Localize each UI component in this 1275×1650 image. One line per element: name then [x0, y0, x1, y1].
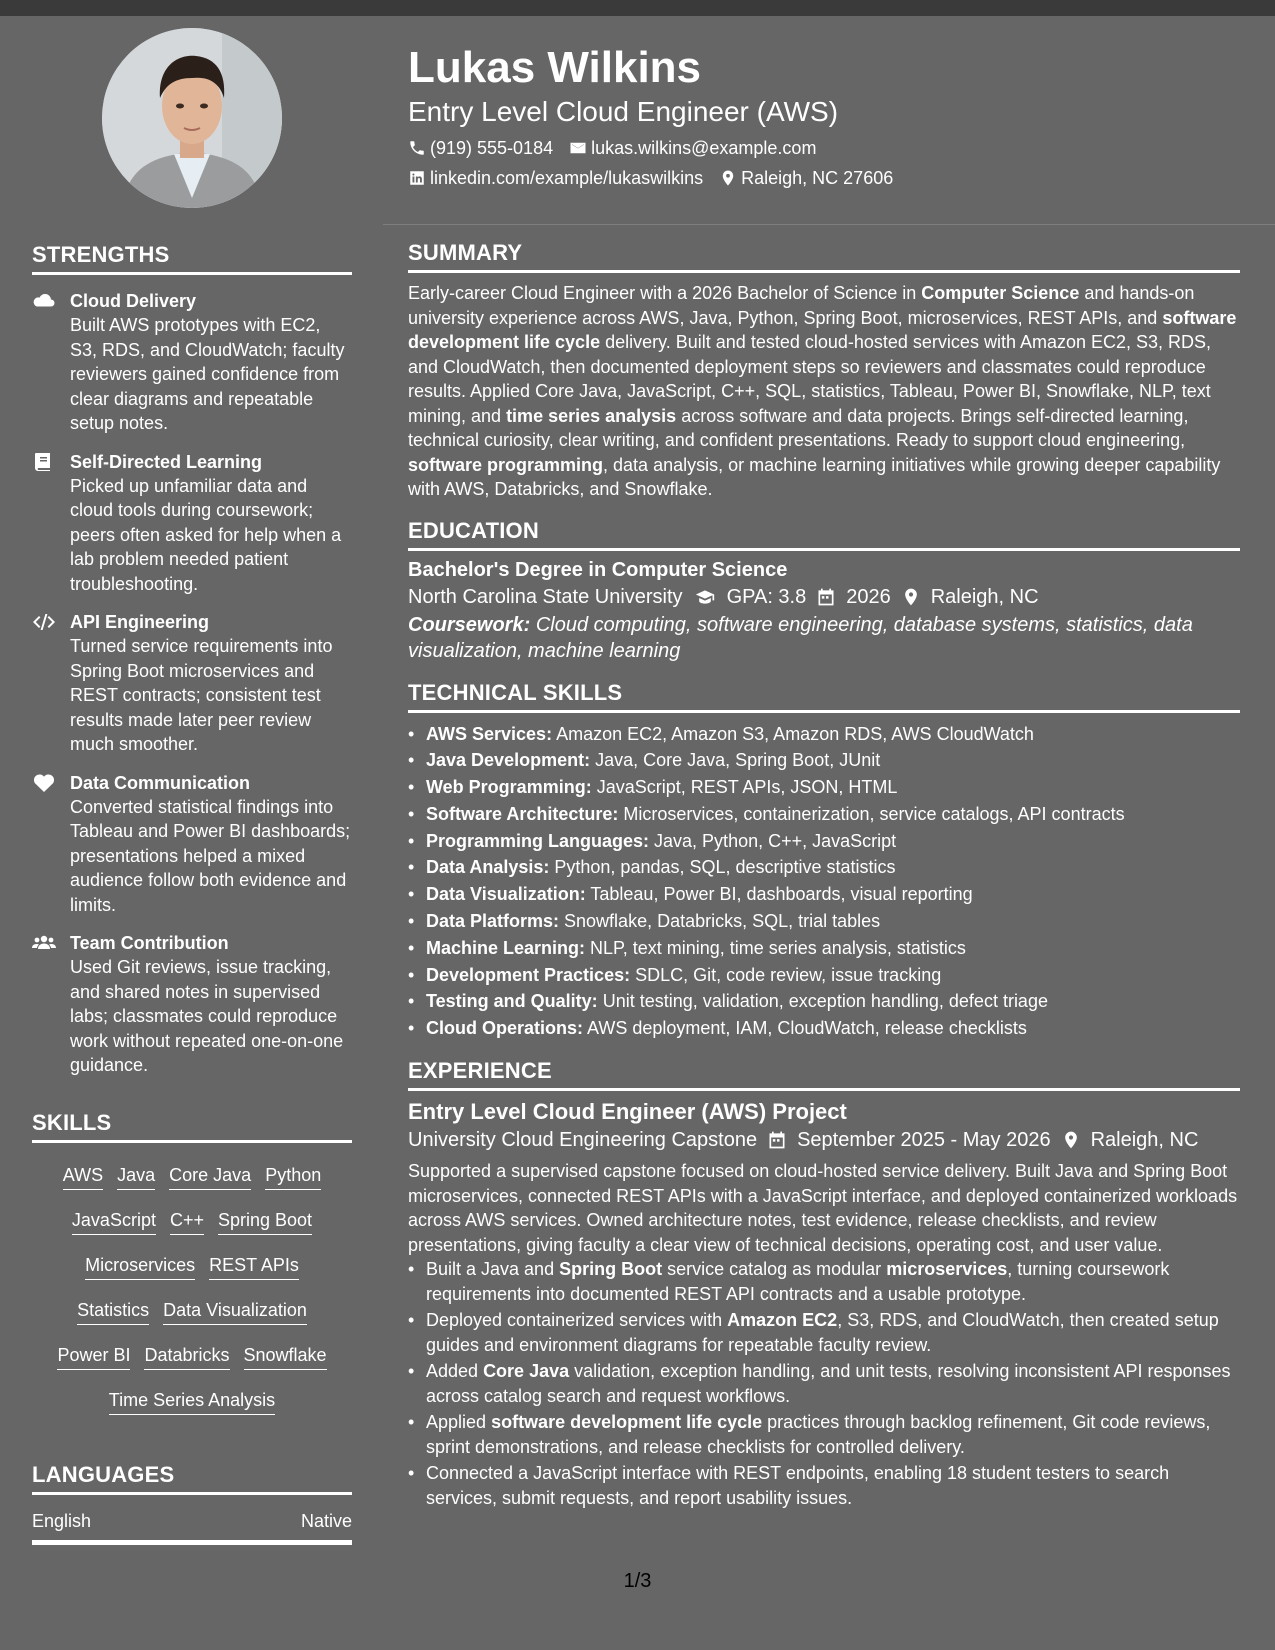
- experience-location: Raleigh, NC: [1090, 1129, 1199, 1152]
- skill-values: Amazon EC2, Amazon S3, Amazon RDS, AWS CloudWatch: [552, 723, 1034, 744]
- skill-tag: Data Visualization: [163, 1298, 307, 1325]
- language-row: [32, 1511, 352, 1545]
- organization: University Cloud Engineering Capstone: [408, 1129, 758, 1152]
- text-run: practices through backlog refinement, Git code reviews, sprint demonstrations, and release checklists for controlled delivery.: [426, 1412, 1211, 1457]
- skill-category: Data Platforms:: [426, 911, 560, 932]
- text-run: , data analysis, or machine learning initiatives while growing deeper capability with AWS, Databricks, and Snowflake.: [408, 454, 1221, 499]
- skill-values: Java, Core Java, Spring Boot, JUnit: [590, 750, 881, 771]
- experience-bullet: [408, 1308, 1240, 1357]
- strength-item: [32, 450, 352, 597]
- map-pin-icon: [719, 169, 737, 187]
- technical-skill-item: [408, 747, 1240, 774]
- skill-tag: Power BI: [57, 1343, 130, 1370]
- skills-row: [32, 1243, 352, 1288]
- linkedin-icon: [408, 169, 426, 187]
- skill-category: Software Architecture:: [426, 803, 619, 824]
- skill-values: SDLC, Git, code review, issue tracking: [630, 964, 942, 985]
- resume-header: [408, 16, 1238, 190]
- school-name: North Carolina State University: [408, 585, 683, 608]
- contact-row: [408, 136, 1238, 160]
- summary-text: [408, 281, 1240, 502]
- text-run: Added: [426, 1361, 484, 1382]
- skill-category: AWS Services:: [426, 723, 553, 744]
- linkedin-url[interactable]: linkedin.com/example/lukaswilkins: [430, 168, 704, 188]
- skill-values: Snowflake, Databricks, SQL, trial tables: [559, 911, 881, 932]
- language-level: Native: [300, 1511, 352, 1531]
- graduation-cap-icon: [693, 587, 717, 607]
- text-run: Deployed containerized services with: [426, 1310, 728, 1331]
- phone-number: (919) 555-0184: [430, 138, 554, 158]
- text-run: Early-career Cloud Engineer with a 2026 Bachelor of Science in: [408, 283, 922, 303]
- text-run: Built a Java and: [426, 1259, 560, 1280]
- skills-row: [32, 1333, 352, 1378]
- code-icon: [32, 610, 70, 757]
- calendar-icon: [816, 587, 836, 607]
- linkedin-contact[interactable]: [408, 166, 703, 190]
- page-number: 1/3: [623, 1570, 652, 1592]
- section-heading: TECHNICAL SKILLS: [408, 680, 1240, 713]
- technical-skill-item: [408, 935, 1240, 962]
- bold-phrase: Core Java: [483, 1361, 570, 1382]
- skill-category: Programming Languages:: [426, 830, 650, 851]
- skill-category: Development Practices:: [426, 964, 631, 985]
- text-run: service catalog as modular: [662, 1259, 887, 1280]
- skill-category: Testing and Quality:: [426, 991, 598, 1012]
- map-pin-icon: [901, 587, 921, 607]
- skill-values: AWS deployment, IAM, CloudWatch, release checklists: [583, 1018, 1027, 1039]
- skill-tag: AWS: [63, 1163, 103, 1190]
- experience-details: [408, 1125, 1240, 1155]
- location-text: Raleigh, NC 27606: [741, 168, 894, 188]
- skill-category: Data Visualization:: [426, 884, 586, 905]
- email-address[interactable]: lukas.wilkins@example.com: [591, 138, 817, 158]
- experience-bullets: [408, 1257, 1240, 1510]
- text-run: validation, exception handling, and unit tests, resolving inconsistent API responses across catalog search and request workflows.: [426, 1361, 1231, 1406]
- skills-row: [32, 1288, 352, 1333]
- coursework: [408, 612, 1240, 664]
- skill-tag: C++: [170, 1208, 204, 1235]
- technical-skill-item: [408, 828, 1240, 855]
- location-contact: [719, 166, 893, 190]
- school-location: Raleigh, NC: [930, 585, 1039, 608]
- skill-values: NLP, text mining, time series analysis, statistics: [585, 937, 966, 958]
- phone-icon: [408, 139, 426, 157]
- bold-phrase: Spring Boot: [559, 1259, 663, 1280]
- gpa: GPA: 3.8: [726, 585, 807, 608]
- section-heading: STRENGTHS: [32, 242, 352, 275]
- skill-tag: Time Series Analysis: [109, 1388, 275, 1415]
- text-run: delivery. Built and tested cloud-hosted services with Amazon EC2, S3, RDS, and CloudWatch, then documented deployment steps so reviewers and classmates could reproduce results. Applied Core Java, JavaScript, C++, SQL, statistics, Tableau, Power BI, Snowflake, NLP, text mining, and: [408, 332, 1212, 426]
- skill-category: Web Programming:: [426, 777, 592, 798]
- candidate-title: Entry Level Cloud Engineer (AWS): [408, 96, 839, 127]
- experience-bullet: [408, 1359, 1240, 1408]
- strength-title: Team Contribution: [70, 933, 229, 953]
- candidate-name: Lukas Wilkins: [408, 43, 702, 92]
- section-heading: EXPERIENCE: [408, 1058, 1240, 1091]
- strength-item: [32, 610, 352, 757]
- text-run: Applied: [426, 1412, 492, 1433]
- experience-section: [408, 1058, 1240, 1510]
- experience-dates: September 2025 - May 2026: [797, 1129, 1051, 1152]
- skill-tag: Python: [265, 1163, 321, 1190]
- skill-tag: Microservices: [85, 1253, 195, 1280]
- skill-values: Tableau, Power BI, dashboards, visual reporting: [585, 884, 973, 905]
- top-bar: [0, 0, 1275, 16]
- strength-item: [32, 931, 352, 1078]
- strength-description: Used Git reviews, issue tracking, and shared notes in supervised labs; classmates could reproduce work without repeated one-on-one guidance.: [70, 957, 344, 1075]
- skill-values: Microservices, containerization, service catalogs, API contracts: [618, 803, 1125, 824]
- technical-skills-list: [408, 721, 1240, 1043]
- experience-description: Supported a supervised capstone focused on cloud-hosted service delivery. Built Java and Spring Boot microservices, connected REST APIs with a JavaScript interface, and deployed containerized workloads across AWS services. Owned architecture notes, test evidence, release checklists, and review presentations, giving faculty a clear view of technical decisions, operating cost, and user value.: [408, 1161, 1238, 1255]
- experience-bullet: [408, 1461, 1240, 1510]
- strengths-section: [32, 242, 352, 1078]
- skill-category: Machine Learning:: [426, 937, 586, 958]
- technical-skill-item: [408, 774, 1240, 801]
- bold-phrase: software development life cycle: [408, 307, 1237, 352]
- bold-phrase: software programming: [408, 454, 604, 475]
- skill-tag: JavaScript: [72, 1208, 156, 1235]
- skill-tag: Statistics: [77, 1298, 149, 1325]
- skill-category: Data Analysis:: [426, 857, 550, 878]
- strength-description: Picked up unfamiliar data and cloud tools during coursework; peers often asked for help when a lab problem needed patient troubleshooting.: [70, 475, 342, 594]
- strength-description: Built AWS prototypes with EC2, S3, RDS, and CloudWatch; faculty reviewers gained confidence from clear diagrams and repeatable setup notes.: [70, 315, 345, 433]
- text-run: , turning coursework requirements into documented REST API contracts and a usable prototype.: [426, 1259, 1170, 1304]
- skill-category: Java Development:: [426, 750, 591, 771]
- email-contact[interactable]: [569, 136, 816, 160]
- skill-values: JavaScript, REST APIs, JSON, HTML: [591, 777, 898, 798]
- bold-phrase: time series analysis: [506, 405, 677, 426]
- users-icon: [32, 931, 70, 1078]
- skills-tag-cloud: [32, 1143, 352, 1423]
- experience-bullet: [408, 1257, 1240, 1306]
- calendar-icon: [767, 1130, 787, 1150]
- strength-item: [32, 289, 352, 436]
- coursework-label: Coursework:: [408, 613, 531, 636]
- bold-phrase: software development life cycle: [491, 1412, 763, 1433]
- strength-title: Cloud Delivery: [70, 291, 197, 311]
- section-heading: LANGUAGES: [32, 1462, 352, 1495]
- text-run: and hands-on university experience across AWS, Java, Python, Spring Boot, microservices, REST APIs, and: [408, 283, 1195, 328]
- technical-skill-item: [408, 962, 1240, 989]
- text-run: across software and data projects. Brings self-directed learning, technical curiosity, clear writing, and confident presentations. Ready to support cloud engineering,: [408, 405, 1189, 450]
- skill-tag: Java: [117, 1163, 155, 1190]
- bold-phrase: microservices: [886, 1259, 1008, 1280]
- text-run: Connected a JavaScript interface with REST endpoints, enabling 18 student testers to search services, submit requests, and report usability issues.: [426, 1463, 1170, 1508]
- phone-contact: [408, 136, 553, 160]
- skill-tag: Databricks: [144, 1343, 229, 1370]
- strength-description: Turned service requirements into Spring Boot microservices and REST contracts; consistent test results made later peer review much smoother.: [70, 636, 333, 754]
- skill-values: Python, pandas, SQL, descriptive statistics: [549, 857, 896, 878]
- right-column: [408, 240, 1240, 1526]
- book-icon: [32, 450, 70, 597]
- skill-category: Cloud Operations:: [426, 1018, 583, 1039]
- bold-phrase: Amazon EC2: [727, 1310, 838, 1331]
- technical-skill-item: [408, 801, 1240, 828]
- languages-section: [32, 1462, 352, 1545]
- strength-title: API Engineering: [70, 612, 210, 632]
- degree-title: Bachelor's Degree in Computer Science: [408, 558, 788, 581]
- skills-row: [32, 1153, 352, 1198]
- section-heading: EDUCATION: [408, 518, 1240, 551]
- summary-section: [408, 240, 1240, 502]
- cloud-icon: [32, 289, 70, 436]
- skill-values: Unit testing, validation, exception handling, defect triage: [597, 991, 1048, 1012]
- coursework-list: Cloud computing, software engineering, database systems, statistics, data visualization, machine learning: [408, 613, 1193, 662]
- technical-skill-item: [408, 854, 1240, 881]
- text-run: , S3, RDS, and CloudWatch, then created setup guides and environment diagrams for repeatable faculty review.: [426, 1310, 1219, 1355]
- skill-tag: Snowflake: [244, 1343, 327, 1370]
- technical-skill-item: [408, 988, 1240, 1015]
- technical-skill-item: [408, 908, 1240, 935]
- skills-row: [32, 1378, 352, 1423]
- section-heading: SUMMARY: [408, 240, 1240, 273]
- profile-photo: [102, 28, 282, 208]
- technical-skill-item: [408, 881, 1240, 908]
- experience-bullet: [408, 1410, 1240, 1459]
- header-divider: [383, 224, 1275, 225]
- strength-title: Data Communication: [70, 772, 251, 793]
- heart-icon: [32, 771, 70, 918]
- envelope-icon: [569, 139, 587, 157]
- skill-tag: Spring Boot: [218, 1208, 312, 1235]
- strength-title: Self-Directed Learning: [70, 451, 263, 472]
- skills-row: [32, 1198, 352, 1243]
- skill-tag: Core Java: [169, 1163, 251, 1190]
- map-pin-icon: [1061, 1130, 1081, 1150]
- contact-row: [408, 166, 1238, 190]
- graduation-year: 2026: [846, 585, 891, 608]
- language-name: English: [32, 1511, 92, 1531]
- education-details: [408, 582, 1240, 612]
- bold-phrase: Computer Science: [921, 283, 1080, 303]
- skills-section: [32, 1110, 352, 1423]
- section-heading: SKILLS: [32, 1110, 352, 1143]
- technical-skill-item: [408, 721, 1240, 748]
- skill-values: Java, Python, C++, JavaScript: [649, 830, 897, 851]
- skill-tag: REST APIs: [209, 1253, 299, 1280]
- strength-description: Converted statistical findings into Tableau and Power BI dashboards; presentations helped a mixed audience follow both evidence and limits.: [70, 796, 351, 915]
- experience-title: Entry Level Cloud Engineer (AWS) Project: [408, 1099, 847, 1125]
- education-section: [408, 518, 1240, 664]
- technical-skills-section: [408, 680, 1240, 1043]
- strength-item: [32, 771, 352, 918]
- technical-skill-item: [408, 1015, 1240, 1042]
